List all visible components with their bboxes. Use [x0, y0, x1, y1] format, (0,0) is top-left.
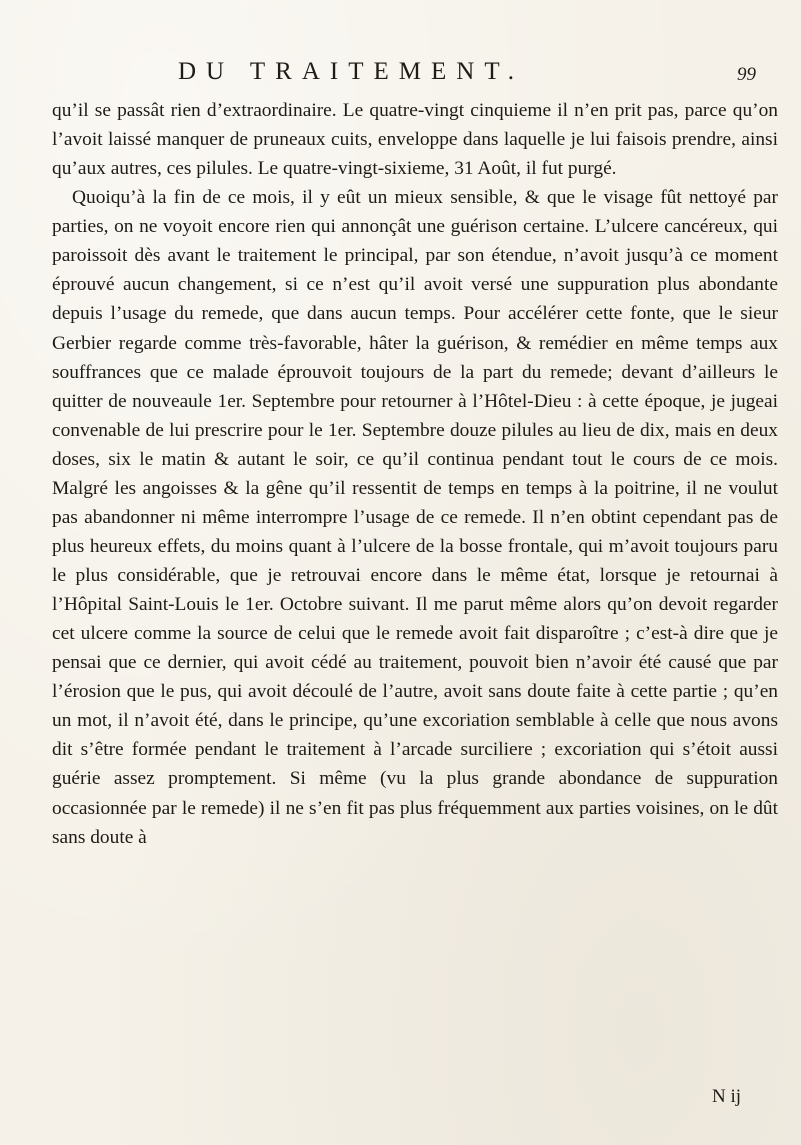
body-text — [52, 96, 778, 852]
running-title: DU TRAITEMENT. — [178, 58, 524, 85]
page-header — [60, 58, 760, 90]
paragraph-2: Quoiqu’à la fin de ce mois, il y eût un mieux sensible, & que le visage fût nettoyé par parties, on ne voyoit encore rien qui annonçât une guérison certaine. L’ulcere cancéreux, qui paroissoit dès avant le traitement le principal, par son étendue, n’avoit jusqu’à ce moment éprouvé aucun changement, si ce n’est qu’il avoit versé une suppuration plus abondante depuis l’usage du remede, que dans aucun temps. Pour accélérer cette fonte, que le sieur Gerbier regarde comme très-favorable, hâter la guérison, & remédier en même temps aux souffrances que ce malade éprouvoit toujours de la part du remede; devant d’ailleurs le quitter de nouveaule 1er. Septembre pour retourner à l’Hôtel-Dieu : à cette époque, je jugeai convenable de lui prescrire pour le 1er. Septembre douze pilules au lieu de dix, mais en deux doses, six le matin & autant le soir, ce qu’il continua pendant tout le cours de ce mois. Malgré les angoisses & la gêne qu’il ressentit de temps en temps à la poitrine, il ne voulut pas abandonner ni même interrompre l’usage de ce remede. Il n’en obtint cependant pas de plus heureux effets, du moins quant à l’ulcere de la bosse frontale, qui m’avoit toujours paru le plus considérable, que je retrouvai encore dans le même état, lorsque je retournai à l’Hôpital Saint-Louis le 1er. Octobre suivant. Il me parut même alors qu’on devoit regarder cet ulcere comme la source de celui que le remede avoit fait disparoître ; c’est-à dire que je pensai que ce dernier, qui avoit cédé au traitement, pouvoit bien n’avoir été causé que par l’érosion que le pus, qui avoit découlé de l’autre, avoit sans doute faite à cette partie ; qu’en un mot, il n’avoit été, dans le principe, qu’une excoriation semblable à celle que nous avons dit s’être formée pendant le traitement à l’arcade surciliere ; excoriation qui s’étoit aussi guérie assez promptement. Si même (vu la plus grande abondance de suppuration occasionnée par le remede) il ne s’en fit pas plus fréquemment aux parties voisines, on le dût sans doute à — [52, 187, 778, 848]
page-number: 99 — [737, 64, 756, 85]
paragraph-1: qu’il se passât rien d’extraordinaire. Le quatre-vingt cinquieme il n’en prit pas, parce qu’on l’avoit laissé manquer de pruneaux cuits, enveloppe dans laquelle je lui faisois prendre, ainsi qu’aux autres, ces pilules. Le quatre-vingt-sixieme, 31 Août, il fut purgé. — [52, 100, 778, 180]
signature-mark: N ij — [712, 1086, 742, 1107]
